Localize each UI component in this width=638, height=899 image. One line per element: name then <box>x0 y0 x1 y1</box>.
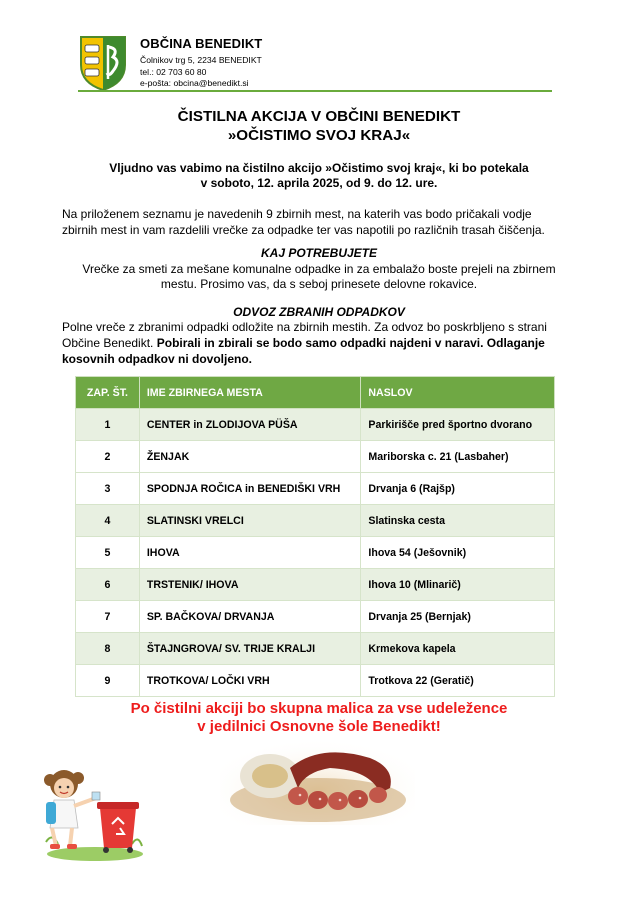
row-number: 4 <box>76 505 140 537</box>
table-row <box>76 441 555 473</box>
row-number: 8 <box>76 633 140 665</box>
row-location-name: SP. BAČKOVA/ DRVANJA <box>139 601 361 633</box>
child-recycling-illustration <box>40 762 145 862</box>
closing-note-line-2: v jedilnici Osnovne šole Benedikt! <box>197 718 441 735</box>
needs-heading: KAJ POTREBUJETE <box>260 246 378 260</box>
header-address: NASLOV <box>361 377 555 409</box>
row-address: Ihova 10 (Mlinarič) <box>361 569 555 601</box>
disposal-paragraph <box>62 319 582 367</box>
closing-note-line-1: Po čistilni akciji bo skupna malica za vse udeležence <box>130 700 508 717</box>
row-number: 7 <box>76 601 140 633</box>
table-row <box>76 601 555 633</box>
municipality-address: Čolnikov trg 5, 2234 BENEDIKT <box>140 55 262 65</box>
row-address: Drvanja 25 (Bernjak) <box>361 601 555 633</box>
invitation-line-1: Vljudno vas vabimo na čistilno akcijo »Očistimo svoj kraj«, ki bo potekala <box>109 161 529 175</box>
row-location-name: TRSTENIK/ IHOVA <box>139 569 361 601</box>
row-location-name: SLATINSKI VRELCI <box>139 505 361 537</box>
row-address: Mariborska c. 21 (Lasbaher) <box>361 441 555 473</box>
table-row <box>76 505 555 537</box>
table-row <box>76 409 555 441</box>
row-number: 3 <box>76 473 140 505</box>
invitation-line-2: v soboto, 12. aprila 2025, od 9. do 12. ure. <box>200 176 438 190</box>
disposal-line-3 <box>62 351 582 367</box>
header-location-name: IME ZBIRNEGA MESTA <box>139 377 361 409</box>
intro-line-1: Na priloženem seznamu je navedenih 9 zbirnih mest, na katerih vas bodo pričakali vodje <box>62 207 532 221</box>
disposal-heading: ODVOZ ZBRANIH ODPADKOV <box>233 305 405 319</box>
disposal-line-2-bold: Pobirali in zbirali se bodo samo odpadki najdeni v naravi. Odlaganje <box>156 336 545 350</box>
row-number: 1 <box>76 409 140 441</box>
row-address: Krmekova kapela <box>361 633 555 665</box>
municipality-crest-logo <box>79 35 127 91</box>
document-subtitle: »OČISTIMO SVOJ KRAJ« <box>227 127 411 144</box>
row-address: Parkirišče pred športno dvorano <box>361 409 555 441</box>
row-number: 5 <box>76 537 140 569</box>
header-number: ZAP. ŠT. <box>76 377 140 409</box>
municipality-email: e-pošta: obcina@benedikt.si <box>140 78 249 88</box>
table-row <box>76 633 555 665</box>
row-location-name: CENTER in ZLODIJOVA PÜŠA <box>139 409 361 441</box>
header-divider <box>78 90 552 92</box>
row-location-name: SPODNJA ROČICA in BENEDIŠKI VRH <box>139 473 361 505</box>
row-address: Slatinska cesta <box>361 505 555 537</box>
intro-paragraph <box>62 206 582 238</box>
table-row <box>76 537 555 569</box>
table-row <box>76 569 555 601</box>
intro-line-2: zbirnih mest in vam razdelili vrečke za odpadke ter vas napotili po različnih trasah čiščenja. <box>62 223 545 237</box>
row-location-name: ŽENJAK <box>139 441 361 473</box>
row-number: 6 <box>76 569 140 601</box>
row-address: Ihova 54 (Ješovnik) <box>361 537 555 569</box>
row-location-name: TROTKOVA/ LOČKI VRH <box>139 665 361 697</box>
table-header-row <box>76 377 555 409</box>
municipality-phone: tel.: 02 703 60 80 <box>140 67 207 77</box>
disposal-line-3-bold: kosovnih odpadkov ni dovoljeno. <box>62 352 253 366</box>
row-address: Trotkova 22 (Geratič) <box>361 665 555 697</box>
sausage-plate-photo <box>220 738 415 825</box>
municipality-name: OBČINA BENEDIKT <box>140 36 263 51</box>
collection-points-table <box>75 376 555 697</box>
table-row <box>76 473 555 505</box>
row-location-name: IHOVA <box>139 537 361 569</box>
needs-line-2: mestu. Prosimo vas, da s seboj prinesete delovne rokavice. <box>160 277 478 291</box>
row-number: 2 <box>76 441 140 473</box>
needs-line-1: Vrečke za smeti za mešane komunalne odpadke in za embalažo boste prejeli na zbirnem <box>82 262 556 276</box>
document-title: ČISTILNA AKCIJA V OBČINI BENEDIKT <box>177 108 461 125</box>
row-address: Drvanja 6 (Rajšp) <box>361 473 555 505</box>
disposal-line-2 <box>62 335 582 351</box>
row-location-name: ŠTAJNGROVA/ SV. TRIJE KRALJI <box>139 633 361 665</box>
row-number: 9 <box>76 665 140 697</box>
disposal-line-1: Polne vreče z zbranimi odpadki odložite na zbirnih mestih. Za odvoz bo poskrbljeno s strani <box>62 320 547 334</box>
table-row <box>76 665 555 697</box>
disposal-line-2-normal: Občine Benedikt. <box>62 336 157 350</box>
